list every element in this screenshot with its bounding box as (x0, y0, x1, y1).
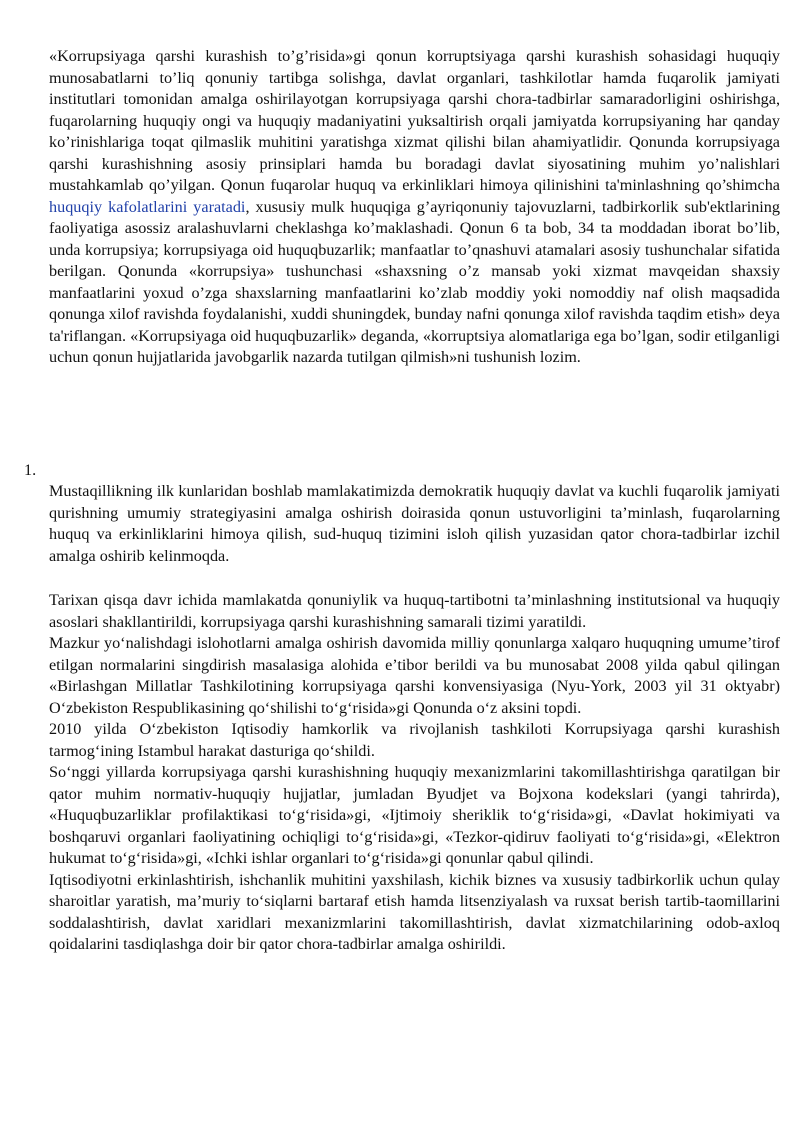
paragraph-international-norms: Mazkur yo‘nalishdagi islohotlarni amalga oshirish davomida milliy qonunlarga xalqaro huquqning umume’tirof etilgan normalarini singdirish masalasiga alohida e’tibor berildi va bu munosabat 2008 yilda qabul qilingan «Birlashgan Millatlar Tashkilotining korrupsiyaga qarshi konvensiyasiga (Nyu-York, 2003 yil 31 oktyabr) O‘zbekiston Respublikasining qo‘shilishi to‘g‘risida»gi Qonunda o‘z aksini topdi. (49, 634, 780, 717)
paragraph-law-overview (49, 46, 780, 369)
paragraph-text-end: , xususiy mulk huquqiga g’ayriqonuniy tajovuzlarni, tadbirkorlik sub'ektlarining faoliyatiga asossiz aralashuvlarni cheklashga ko’maklashadi. Qonun 6 ta bob, 34 ta moddadan iborat bo’lib, unda korrupsiya; korrupsiyaga oid huquqbuzarlik; manfaatlar to’qnashuvi atamalari asosiy tushunchalar sifatida berilgan. Qonunda «korrupsiya» tushunchasi «shaxsning o’z mansab yoki xizmat mavqeidan shaxsiy manfaatlarini yoxud o’zga shaxslarning manfaatlarini ko’zlab moddiy yoki nomoddiy naf olish maqsadida qonunga xilof ravishda foydalanishi, xuddi shuningdek, bunday nafni qonunga xilof ravishda taqdim etish» deya ta'riflangan. «Korrupsiyaga oid huquqbuzarlik» deganda, «korruptsiya alomatlariga ega bo’lgan, sodir etilganligi uchun qonun hujjatlarida javobgarlik nazarda tutilgan qilmish»ni tushunish lozim. (49, 197, 780, 366)
section-reforms (49, 590, 780, 956)
paragraph-historical: Tarixan qisqa davr ichida mamlakatda qonuniylik va huquq-tartibotni ta’minlashning institutsional va huquqiy asoslari shakllantirildi, korrupsiyaga qarshi kurashishning samarali tizimi yaratildi. (49, 591, 780, 631)
list-number: 1. (24, 461, 37, 479)
paragraph-economic-liberalization: Iqtisodiyotni erkinlashtirish, ishchanlik muhitini yaxshilash, kichik biznes va xususiy tadbirkorlik uchun qulay sharoitlar yaratish, ma’muriy to‘siqlarni bartaraf etish hamda litsenziyalash va ruxsat berish tartib-taomillarini soddalashtirish, davlat xaridlari mexanizmlarini takomillashtirish, davlat xizmatchilarining odob-axloq qoidalarini tasdiqlashga doir bir qator chora-tadbirlar amalga oshirildi. (49, 870, 780, 953)
hyperlink-legal-guarantees[interactable]: huquqiy kafolatlarini yaratadi (49, 197, 246, 216)
paragraph-legal-acts: So‘nggi yillarda korrupsiyaga qarshi kurashishning huquqiy mexanizmlarini takomillashtirishga qaratilgan bir qator muhim normativ-huquqiy hujjatlar, jumladan Byudjet va Bojxona kodekslari (yangi tahrirda), «Huquqbuzarliklar profilaktikasi to‘g‘risida»gi, «Ijtimoiy sheriklik to‘g‘risida»gi, «Davlat hokimiyati va boshqaruvi organlari faoliyatining ochiqligi to‘g‘risida»gi, «Tezkor-qidiruv faoliyati to‘g‘risida»gi, «Elektron hukumat to‘g‘risida»gi, «Ichki ishlar organlari to‘g‘risida»gi qonunlar qabul qilindi. (49, 763, 780, 867)
section-intro (49, 481, 780, 567)
paragraph-independence: Mustaqillikning ilk kunlaridan boshlab mamlakatimizda demokratik huquqiy davlat va kuchli fuqarolik jamiyati qurishning umumiy strategiyasini amalga oshirish doirasida qonun ustuvorligini ta’minlash, fuqarolarning huquq va erkinliklarini himoya qilish, sud-huquq tizimini isloh qilish yuzasidan qator chora-tadbirlar izchil amalga oshirib kelinmoqda. (49, 482, 780, 565)
paragraph-text-start: «Korrupsiyaga qarshi kurashish to’g’risida»gi qonun korruptsiyaga qarshi kurashish sohasidagi huquqiy munosabatlarni to’liq qonuniy tartibga solishga, davlat organlari, tashkilotlar hamda fuqarolik jamiyati institutlari tomonidan amalga oshirilayotgan korrupsiyaga qarshi chora-tadbirlar samaradorligini oshirishga, fuqarolarning huquqiy ongi va huquqiy madaniyatini yuksaltirish orqali jamiyatda korrupsiyaning har qanday ko’rinishlariga toqat qilmaslik muhitini yaratishga xizmat qilishi bilan ahamiyatlidir. Qonunda korrupsiyaga qarshi kurashishning asosiy prinsiplari hamda bu boradagi davlat siyosatining muhim yo’nalishlari mustahkamlab qo’yilgan. Qonun fuqarolar huquq va erkinliklari himoya qilinishini ta'minlashning qo’shimcha (49, 47, 780, 194)
paragraph-istanbul-plan: 2010 yilda O‘zbekiston Iqtisodiy hamkorlik va rivojlanish tashkiloti Korrupsiyaga qarshi kurashish tarmog‘ining Istambul harakat dasturiga qo‘shildi. (49, 720, 780, 760)
section-anticorruption-law (49, 46, 780, 369)
